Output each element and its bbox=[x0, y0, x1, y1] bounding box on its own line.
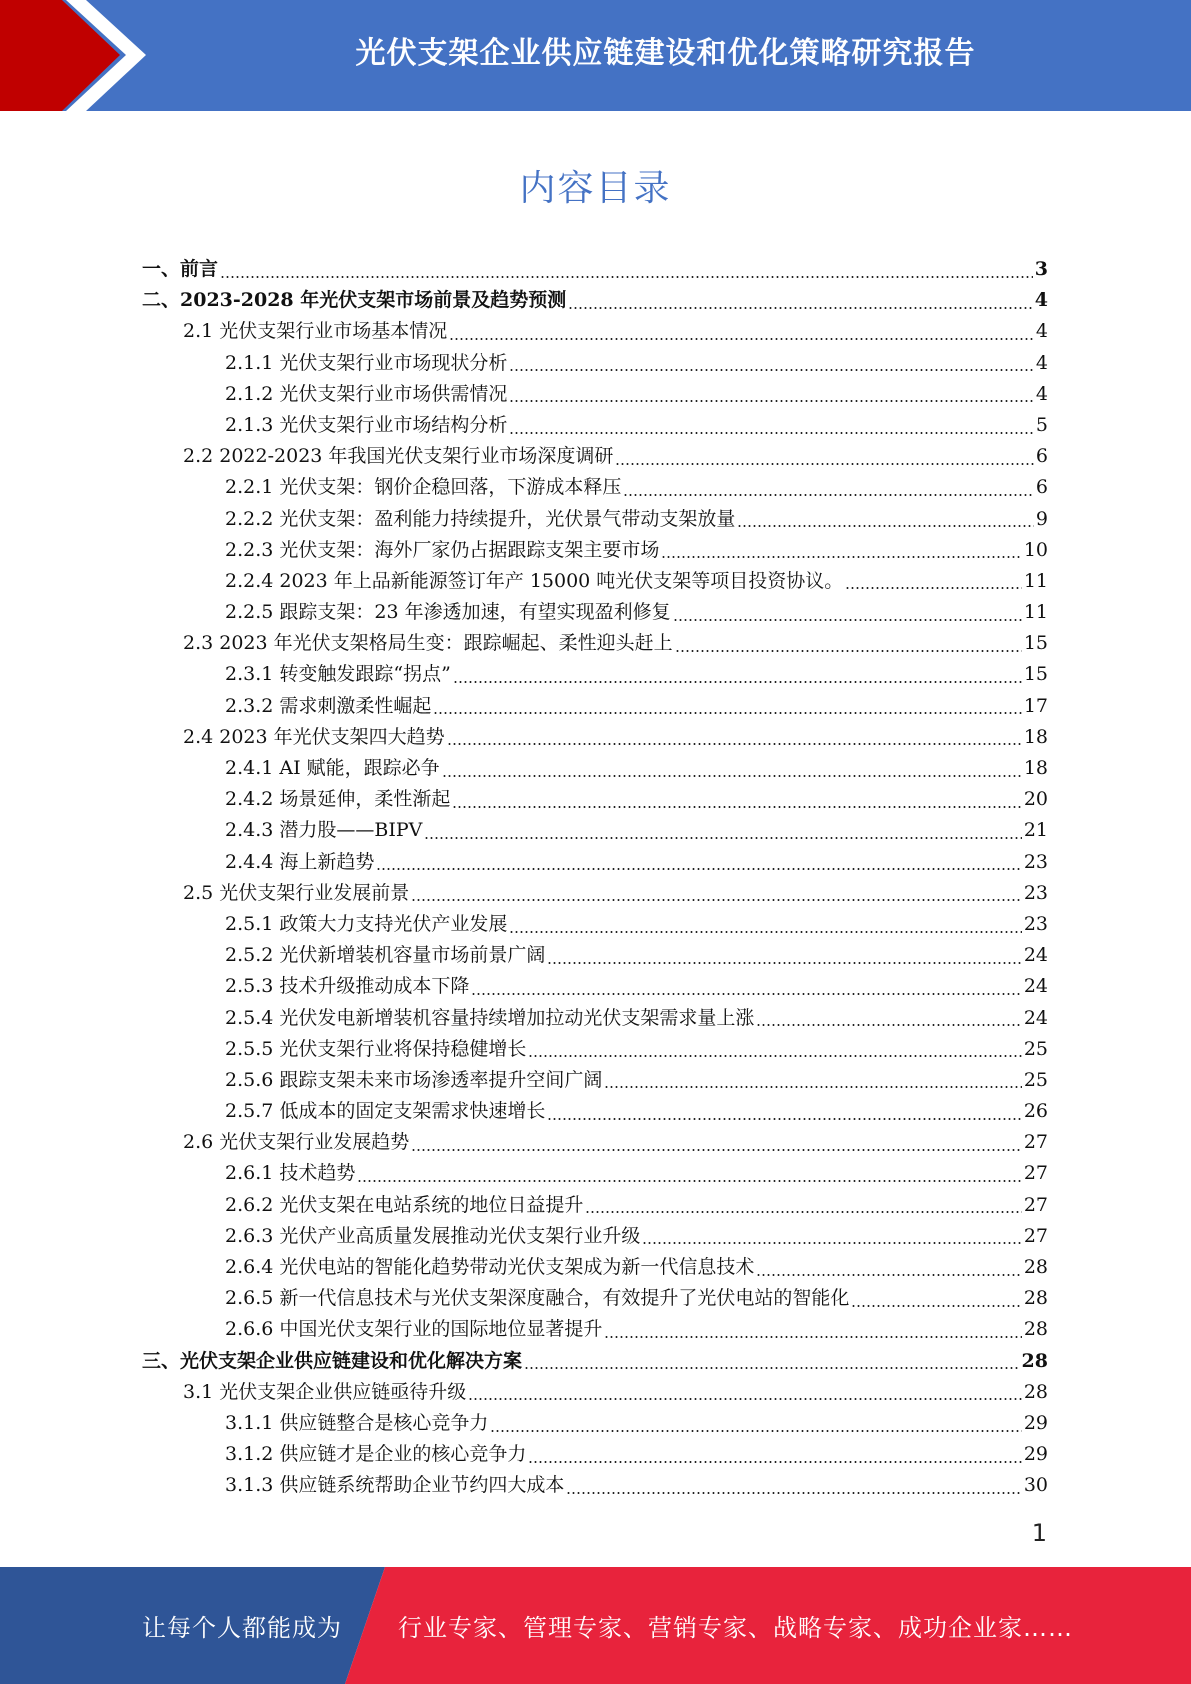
toc-dot-leader bbox=[509, 432, 1034, 434]
toc-entry-page: 27 bbox=[1023, 1162, 1048, 1185]
toc-entry-page: 4 bbox=[1034, 289, 1048, 312]
toc-entry[interactable] bbox=[142, 815, 1048, 846]
toc-dot-leader bbox=[528, 1055, 1021, 1057]
toc-entry-title: 二、2023-2028 年光伏支架市场前景及趋势预测 bbox=[142, 289, 567, 312]
toc-entry[interactable] bbox=[142, 1096, 1048, 1127]
toc-dot-leader bbox=[623, 494, 1034, 496]
toc-entry[interactable] bbox=[142, 1034, 1048, 1065]
toc-entry-title: 2.5.3 技术升级推动成本下降 bbox=[225, 975, 470, 998]
toc-entry-page: 23 bbox=[1023, 912, 1048, 935]
toc-entry-title: 2.6 光伏支架行业发展趋势 bbox=[183, 1131, 410, 1154]
header-band bbox=[0, 0, 1191, 111]
toc-dot-leader bbox=[547, 962, 1021, 964]
toc-entry-title: 2.2.3 光伏支架：海外厂家仍占据跟踪支架主要市场 bbox=[225, 538, 660, 561]
toc-entry-page: 11 bbox=[1023, 569, 1048, 592]
toc-dot-leader bbox=[471, 993, 1021, 995]
toc-entry-page: 10 bbox=[1023, 538, 1048, 561]
toc-dot-leader bbox=[585, 1211, 1021, 1213]
toc-dot-leader bbox=[615, 463, 1033, 465]
toc-entry-page: 24 bbox=[1023, 975, 1048, 998]
toc-entry-title: 2.5.7 低成本的固定支架需求快速增长 bbox=[225, 1100, 546, 1123]
toc-entry-page: 28 bbox=[1021, 1349, 1048, 1372]
toc-dot-leader bbox=[604, 1336, 1021, 1338]
toc-entry-title: 2.2.4 2023 年上品新能源签订年产 15000 吨光伏支架等项目投资协议。 bbox=[225, 569, 844, 592]
toc-entry[interactable] bbox=[142, 348, 1048, 379]
toc-entry-page: 28 bbox=[1023, 1256, 1048, 1278]
toc-entry[interactable] bbox=[142, 379, 1048, 410]
toc-dot-leader bbox=[524, 1367, 1020, 1369]
toc-dot-leader bbox=[604, 1086, 1021, 1088]
toc-entry[interactable] bbox=[142, 878, 1048, 909]
toc-entry[interactable] bbox=[142, 316, 1048, 347]
footer-slogan-left: 让每个人都能成为 bbox=[142, 1614, 342, 1642]
toc-entry-title: 2.6.5 新一代信息技术与光伏支架深度融合，有效提升了光伏电站的智能化 bbox=[225, 1287, 850, 1310]
toc-dot-leader bbox=[509, 369, 1034, 371]
toc-dot-leader bbox=[220, 276, 1033, 278]
toc-entry[interactable] bbox=[142, 847, 1048, 878]
toc-entry-page: 28 bbox=[1023, 1287, 1048, 1310]
toc-dot-leader bbox=[568, 307, 1033, 309]
toc-entry-title: 2.3 2023 年光伏支架格局生变：跟踪崛起、柔性迎头赶上 bbox=[183, 632, 673, 655]
toc-entry-title: 2.1.2 光伏支架行业市场供需情况 bbox=[225, 382, 508, 405]
toc-entry-title: 2.5.6 跟踪支架未来市场渗透率提升空间广阔 bbox=[225, 1068, 603, 1091]
toc-dot-leader bbox=[376, 868, 1021, 870]
toc-entry-title: 2.1 光伏支架行业市场基本情况 bbox=[183, 320, 448, 343]
toc-entry[interactable] bbox=[142, 1190, 1048, 1221]
toc-entry-page: 6 bbox=[1035, 476, 1048, 499]
toc-entry-page: 9 bbox=[1035, 507, 1048, 530]
toc-entry[interactable] bbox=[142, 628, 1048, 659]
toc-entry-title: 3.1.2 供应链才是企业的核心竞争力 bbox=[225, 1443, 527, 1466]
toc-entry[interactable] bbox=[142, 1377, 1048, 1408]
toc-entry-page: 23 bbox=[1023, 850, 1048, 873]
page-number: 1 bbox=[1031, 1519, 1047, 1547]
toc-entry-title: 2.2.1 光伏支架：钢价企稳回落，下游成本释压 bbox=[225, 476, 622, 499]
toc-entry-title: 2.6.6 中国光伏支架行业的国际地位显著提升 bbox=[225, 1318, 603, 1341]
toc-dot-leader bbox=[737, 525, 1034, 527]
toc-entry-title: 2.4 2023 年光伏支架四大趋势 bbox=[183, 725, 445, 748]
toc-dot-leader bbox=[851, 1305, 1021, 1307]
toc-entry-page: 4 bbox=[1035, 320, 1048, 343]
toc-entry[interactable] bbox=[142, 504, 1048, 535]
toc-entry[interactable] bbox=[142, 1439, 1048, 1470]
toc-entry[interactable] bbox=[142, 940, 1048, 971]
toc-entry[interactable] bbox=[142, 1314, 1048, 1345]
toc-entry-title: 2.6.3 光伏产业高质量发展推动光伏支架行业升级 bbox=[225, 1224, 641, 1247]
toc-entry-title: 3.1 光伏支架企业供应链亟待升级 bbox=[183, 1380, 467, 1403]
toc-entry-page: 21 bbox=[1023, 819, 1048, 842]
toc-entry[interactable] bbox=[142, 1283, 1048, 1314]
toc-dot-leader bbox=[449, 338, 1034, 340]
toc-dot-leader bbox=[642, 1242, 1021, 1244]
toc-entry-title: 2.5.2 光伏新增装机容量市场前景广阔 bbox=[225, 944, 546, 967]
toc-entry-page: 28 bbox=[1023, 1380, 1048, 1403]
toc-entry[interactable] bbox=[142, 659, 1048, 690]
toc-dot-leader bbox=[442, 775, 1022, 777]
toc-entry-page: 6 bbox=[1035, 445, 1048, 468]
toc-dot-leader bbox=[509, 931, 1021, 933]
toc-entry[interactable] bbox=[142, 784, 1048, 815]
toc-heading: 内容目录 bbox=[519, 168, 672, 209]
toc-entry[interactable] bbox=[142, 441, 1048, 472]
toc-entry[interactable] bbox=[142, 1221, 1048, 1252]
toc-entry[interactable] bbox=[142, 1065, 1048, 1096]
toc-entry-page: 4 bbox=[1035, 382, 1048, 405]
toc-dot-leader bbox=[756, 1024, 1021, 1026]
toc-dot-leader bbox=[566, 1492, 1021, 1494]
toc-entry[interactable] bbox=[142, 597, 1048, 628]
toc-dot-leader bbox=[756, 1274, 1021, 1276]
toc-entry[interactable] bbox=[142, 1346, 1048, 1377]
toc-entry-title: 2.6.4 光伏电站的智能化趋势带动光伏支架成为新一代信息技术 bbox=[225, 1256, 755, 1278]
toc-entry-page: 27 bbox=[1023, 1193, 1048, 1216]
toc-entry-title: 2.5.1 政策大力支持光伏产业发展 bbox=[225, 912, 508, 935]
toc-entry[interactable] bbox=[142, 410, 1048, 441]
header-chevron-decoration bbox=[0, 0, 150, 111]
toc-dot-leader bbox=[661, 556, 1021, 558]
toc-entry-page: 26 bbox=[1023, 1100, 1048, 1123]
toc-dot-leader bbox=[453, 681, 1022, 683]
toc-dot-leader bbox=[845, 587, 1022, 589]
toc-entry-page: 17 bbox=[1023, 694, 1048, 717]
toc-entry-page: 23 bbox=[1023, 881, 1048, 904]
toc-dot-leader bbox=[528, 1461, 1021, 1463]
toc-dot-leader bbox=[424, 837, 1021, 839]
toc-entry-page: 29 bbox=[1023, 1411, 1048, 1434]
toc-entry-title: 一、前言 bbox=[142, 258, 219, 280]
toc-entry[interactable] bbox=[142, 691, 1048, 722]
toc-entry-title: 2.4.3 潜力股——BIPV bbox=[225, 819, 423, 842]
toc-entry-page: 18 bbox=[1023, 757, 1048, 779]
toc-dot-leader bbox=[447, 743, 1022, 745]
footer-slogan-right: 行业专家、管理专家、营销专家、战略专家、成功企业家…… bbox=[398, 1614, 1073, 1642]
toc-entry-title: 3.1.3 供应链系统帮助企业节约四大成本 bbox=[225, 1474, 565, 1497]
toc-entry-page: 11 bbox=[1023, 601, 1048, 624]
toc-dot-leader bbox=[452, 806, 1021, 808]
toc-entry-page: 27 bbox=[1023, 1224, 1048, 1247]
toc-dot-leader bbox=[547, 1118, 1021, 1120]
toc-dot-leader bbox=[433, 712, 1021, 714]
toc-entry[interactable] bbox=[142, 535, 1048, 566]
toc-entry-page: 20 bbox=[1023, 788, 1048, 811]
toc-entry-title: 2.6.2 光伏支架在电站系统的地位日益提升 bbox=[225, 1193, 584, 1216]
toc-entry[interactable] bbox=[142, 472, 1048, 503]
toc-entry[interactable] bbox=[142, 254, 1048, 285]
toc-entry-page: 24 bbox=[1023, 1006, 1048, 1029]
toc-dot-leader bbox=[675, 650, 1022, 652]
toc-dot-leader bbox=[468, 1398, 1022, 1400]
toc-entry-title: 2.5.5 光伏支架行业将保持稳健增长 bbox=[225, 1037, 527, 1060]
toc-dot-leader bbox=[509, 400, 1034, 402]
toc-entry-title: 2.2.2 光伏支架：盈利能力持续提升，光伏景气带动支架放量 bbox=[225, 507, 736, 530]
toc-entry-page: 29 bbox=[1023, 1443, 1048, 1466]
toc-entry[interactable] bbox=[142, 1003, 1048, 1034]
toc-entry-page: 24 bbox=[1023, 944, 1048, 967]
toc-entry-title: 2.6.1 技术趋势 bbox=[225, 1162, 356, 1185]
toc-entry-page: 27 bbox=[1023, 1131, 1048, 1154]
toc-entry-title: 2.4.1 AI 赋能，跟踪必争 bbox=[225, 757, 440, 779]
toc-entry-page: 30 bbox=[1023, 1474, 1048, 1497]
toc-dot-leader bbox=[411, 899, 1022, 901]
toc-entry[interactable] bbox=[142, 1158, 1048, 1189]
toc-entry-title: 2.3.1 转变触发跟踪“拐点” bbox=[225, 663, 451, 686]
report-title: 光伏支架企业供应链建设和优化策略研究报告 bbox=[355, 36, 976, 71]
toc-entry[interactable] bbox=[142, 566, 1048, 597]
toc-entry-page: 15 bbox=[1023, 663, 1048, 686]
toc-entry-page: 28 bbox=[1023, 1318, 1048, 1341]
toc-entry-title: 2.2.5 跟踪支架：23 年渗透加速，有望实现盈利修复 bbox=[225, 601, 671, 624]
toc-entry[interactable] bbox=[142, 909, 1048, 940]
toc-entry[interactable] bbox=[142, 1470, 1048, 1501]
toc-entry-title: 3.1.1 供应链整合是核心竞争力 bbox=[225, 1411, 489, 1434]
toc-entry-title: 2.1.1 光伏支架行业市场现状分析 bbox=[225, 351, 508, 374]
toc-entry-title: 2.1.3 光伏支架行业市场结构分析 bbox=[225, 413, 508, 436]
toc-entry-page: 4 bbox=[1035, 351, 1048, 374]
footer-band bbox=[0, 1567, 1191, 1684]
toc-entry[interactable] bbox=[142, 722, 1048, 753]
toc-entry-page: 3 bbox=[1034, 258, 1048, 280]
toc-entry-title: 2.3.2 需求刺激柔性崛起 bbox=[225, 694, 432, 717]
toc-entry[interactable] bbox=[142, 753, 1048, 784]
toc-dot-leader bbox=[411, 1149, 1022, 1151]
toc-entry-title: 2.5 光伏支架行业发展前景 bbox=[183, 881, 410, 904]
toc-entry[interactable] bbox=[142, 1252, 1048, 1283]
toc-entry[interactable] bbox=[142, 971, 1048, 1002]
toc-dot-leader bbox=[357, 1180, 1021, 1182]
toc-entry[interactable] bbox=[142, 1127, 1048, 1158]
table-of-contents bbox=[142, 254, 1048, 1502]
toc-entry-title: 三、光伏支架企业供应链建设和优化解决方案 bbox=[142, 1349, 523, 1372]
toc-entry-title: 2.4.4 海上新趋势 bbox=[225, 850, 375, 873]
toc-entry-title: 2.5.4 光伏发电新增装机容量持续增加拉动光伏支架需求量上涨 bbox=[225, 1006, 755, 1029]
toc-entry-page: 25 bbox=[1023, 1037, 1048, 1060]
toc-entry[interactable] bbox=[142, 1408, 1048, 1439]
toc-entry-page: 25 bbox=[1023, 1068, 1048, 1091]
toc-entry[interactable] bbox=[142, 285, 1048, 316]
toc-entry-page: 18 bbox=[1023, 725, 1048, 748]
toc-dot-leader bbox=[490, 1430, 1021, 1432]
toc-entry-title: 2.2 2022-2023 年我国光伏支架行业市场深度调研 bbox=[183, 445, 614, 468]
toc-entry-page: 15 bbox=[1023, 632, 1048, 655]
toc-dot-leader bbox=[673, 619, 1022, 621]
toc-entry-title: 2.4.2 场景延伸，柔性渐起 bbox=[225, 788, 451, 811]
toc-entry-page: 5 bbox=[1035, 413, 1048, 436]
